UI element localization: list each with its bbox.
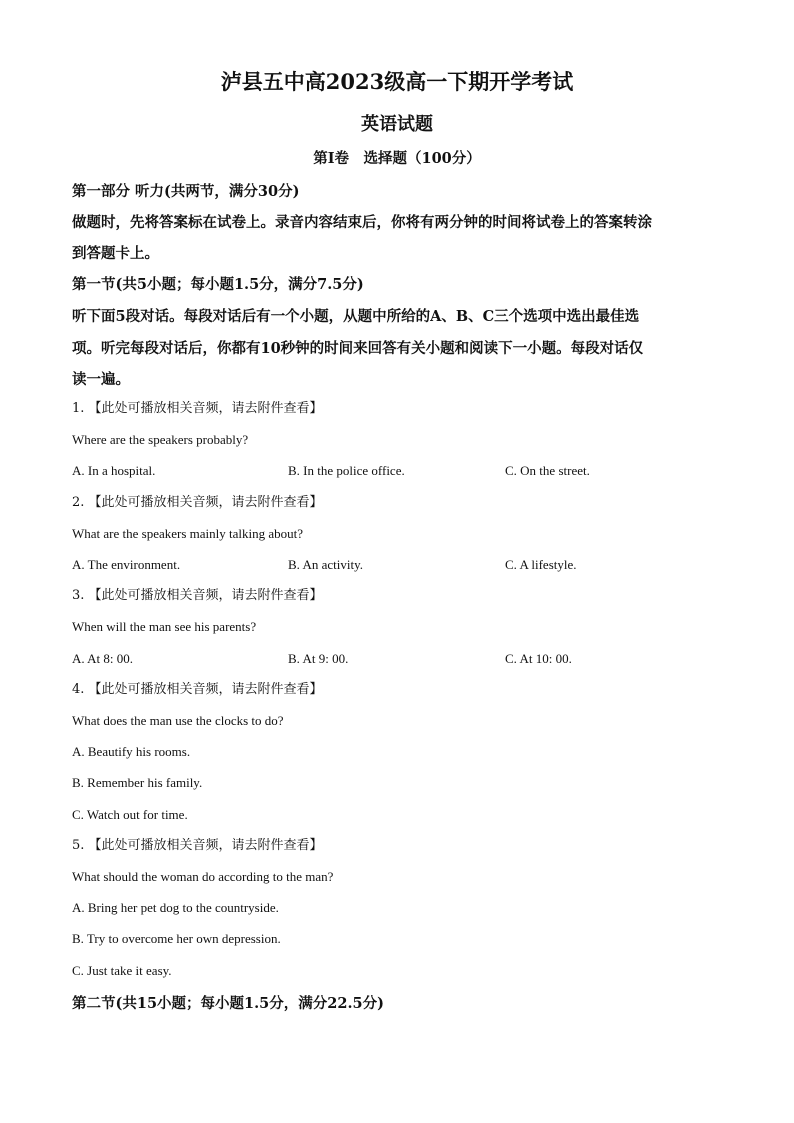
option-b: B. Try to overcome her own depression. bbox=[72, 931, 281, 946]
section1-instruction-line3: 读一遍。 bbox=[72, 371, 130, 388]
section1-instruction-line1: 听下面5段对话。每段对话后有一个小题，从题中所给的A、B、C三个选项中选出最佳选 bbox=[72, 308, 640, 325]
option-a: A. Bring her pet dog to the countryside. bbox=[72, 900, 279, 915]
exam-title: 泸县五中高2023级高一下期开学考试 bbox=[220, 69, 574, 94]
option-row bbox=[72, 462, 722, 480]
audio-placeholder[interactable]: 1. 【此处可播放相关音频，请去附件查看】 bbox=[72, 401, 323, 416]
question-stem: What are the speakers mainly talking about? bbox=[72, 526, 304, 541]
option-b: B. Remember his family. bbox=[72, 775, 203, 790]
question-stem: What does the man use the clocks to do? bbox=[72, 713, 284, 728]
option-a: A. The environment. bbox=[72, 557, 181, 572]
option-a: A. At 8: 00. bbox=[72, 651, 134, 666]
option-a: A. Beautify his rooms. bbox=[72, 744, 191, 759]
option-b: B. At 9: 00. bbox=[288, 651, 349, 666]
option-row bbox=[72, 556, 722, 574]
option-c: C. On the street. bbox=[505, 463, 590, 478]
audio-placeholder[interactable]: 2. 【此处可播放相关音频，请去附件查看】 bbox=[72, 495, 323, 510]
question-stem: Where are the speakers probably? bbox=[72, 432, 249, 447]
option-a: A. In a hospital. bbox=[72, 463, 156, 478]
option-b: B. In the police office. bbox=[288, 463, 405, 478]
part1-heading: 第一部分 听力(共两节，满分30分) bbox=[72, 183, 300, 200]
audio-placeholder[interactable]: 5. 【此处可播放相关音频，请去附件查看】 bbox=[72, 838, 323, 853]
audio-placeholder[interactable]: 3. 【此处可播放相关音频，请去附件查看】 bbox=[72, 588, 323, 603]
question-stem: What should the woman do according to the man? bbox=[72, 869, 334, 884]
option-c: C. Just take it easy. bbox=[72, 963, 172, 978]
option-b: B. An activity. bbox=[288, 557, 363, 572]
option-row bbox=[72, 650, 722, 668]
option-c: C. At 10: 00. bbox=[505, 651, 572, 666]
question-stem: When will the man see his parents? bbox=[72, 619, 257, 634]
option-c: C. A lifestyle. bbox=[505, 557, 577, 572]
option-c: C. Watch out for time. bbox=[72, 807, 188, 822]
part1-instruction-line2: 到答题卡上。 bbox=[72, 245, 159, 262]
audio-placeholder[interactable]: 4. 【此处可播放相关音频，请去附件查看】 bbox=[72, 682, 323, 697]
subject-title: 英语试题 bbox=[361, 114, 433, 135]
section2-heading: 第二节(共15小题；每小题1.5分，满分22.5分) bbox=[72, 995, 384, 1012]
part1-instruction-line1: 做题时，先将答案标在试卷上。录音内容结束后，你将有两分钟的时间将试卷上的答案转涂 bbox=[72, 214, 652, 231]
section1-instruction-line2: 项。听完每段对话后，你都有10秒钟的时间来回答有关小题和阅读下一小题。每段对话仅 bbox=[72, 340, 644, 357]
section1-heading: 第一节(共5小题；每小题1.5分，满分7.5分) bbox=[72, 276, 364, 293]
volume-title: 第I卷 选择题（100分） bbox=[313, 150, 481, 167]
